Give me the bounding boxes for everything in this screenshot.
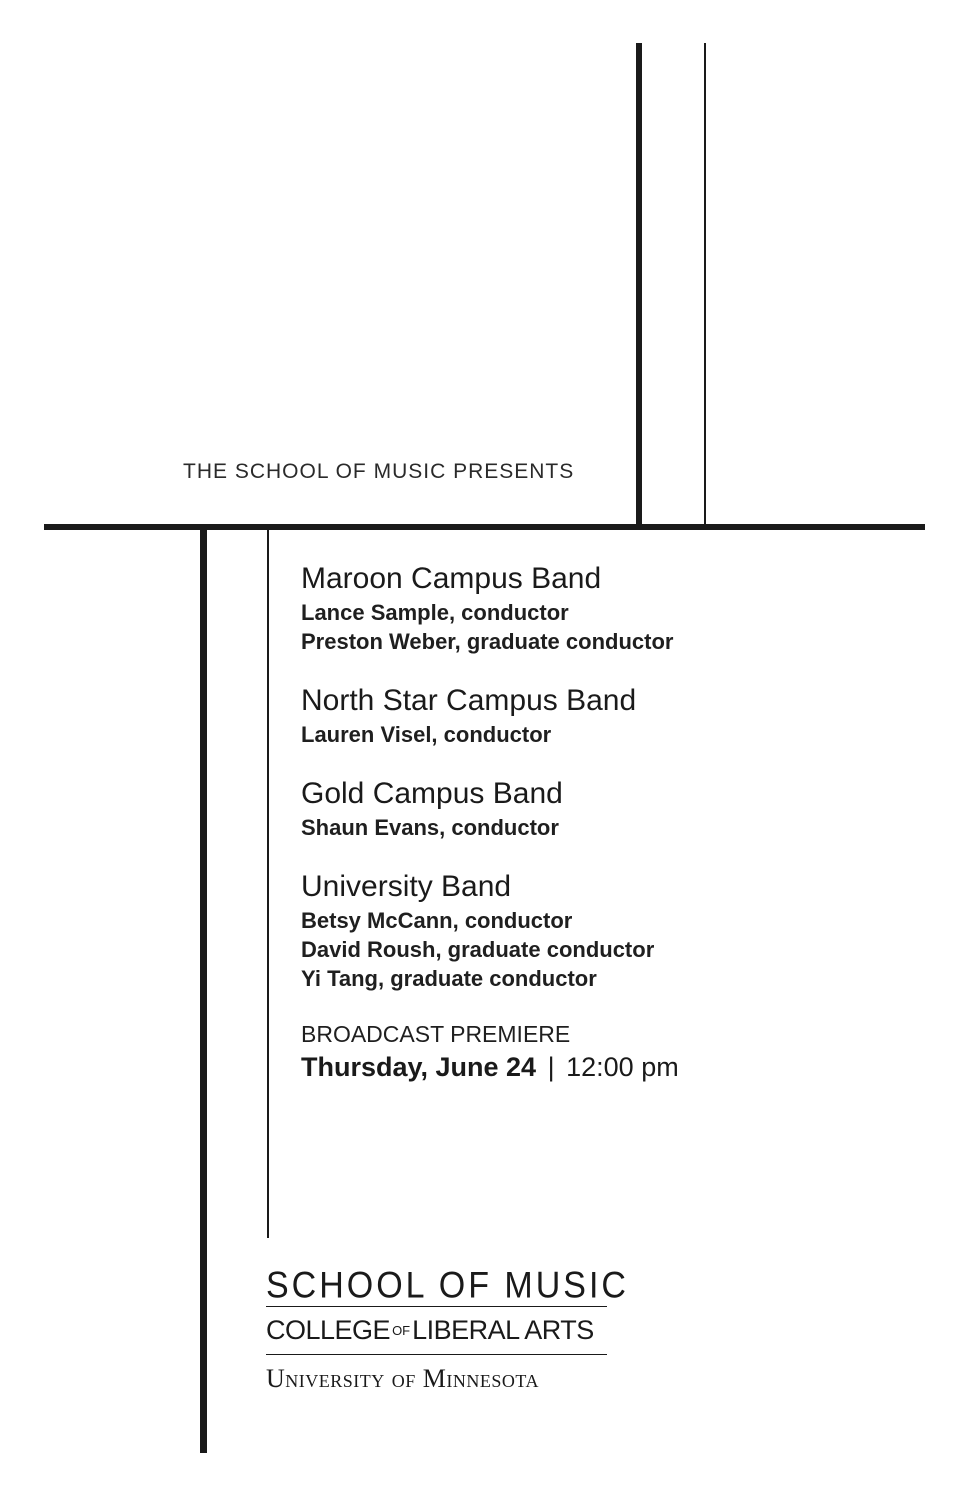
top-vertical-thick-rule xyxy=(636,43,642,526)
program-list xyxy=(301,560,921,1085)
school-logo xyxy=(266,1262,629,1403)
ensemble-university xyxy=(301,868,921,993)
ensemble-name: University Band xyxy=(301,870,512,903)
broadcast-label: BROADCAST PREMIERE xyxy=(301,1021,571,1047)
horizontal-rule xyxy=(44,524,925,530)
logo-college-of: OF xyxy=(392,1323,411,1338)
left-vertical-thick-rule xyxy=(200,530,207,1453)
broadcast-line xyxy=(301,1049,921,1085)
logo-liberal-arts-text: LIBERAL ARTS xyxy=(412,1315,594,1345)
ensemble-north-star xyxy=(301,682,921,749)
broadcast-date: Thursday, June 24 xyxy=(301,1052,537,1082)
ensemble-name: Maroon Campus Band xyxy=(301,562,602,595)
logo-college-line xyxy=(266,1307,608,1354)
ensemble-name: North Star Campus Band xyxy=(301,684,637,717)
conductor-name: David Roush, graduate conductor xyxy=(301,937,655,962)
broadcast-time: 12:00 pm xyxy=(566,1052,679,1082)
ensemble-maroon xyxy=(301,560,921,656)
logo-school-of-music: SCHOOL OF MUSIC xyxy=(266,1265,629,1307)
conductor-name: Lance Sample, conductor xyxy=(301,600,569,625)
logo-college-text: COLLEGE xyxy=(266,1315,391,1345)
conductor-name: Lauren Visel, conductor xyxy=(301,722,552,747)
conductor-name: Preston Weber, graduate conductor xyxy=(301,629,674,654)
ensemble-gold xyxy=(301,775,921,842)
top-vertical-thin-rule xyxy=(704,43,706,526)
presents-heading: THE SCHOOL OF MUSIC PRESENTS xyxy=(183,460,575,483)
broadcast-separator: | xyxy=(547,1052,555,1082)
ensemble-name: Gold Campus Band xyxy=(301,777,563,810)
broadcast-info xyxy=(301,1019,921,1085)
left-vertical-thin-rule xyxy=(267,530,269,1238)
logo-university: University of Minnesota xyxy=(266,1364,539,1393)
conductor-name: Yi Tang, graduate conductor xyxy=(301,966,597,991)
conductor-name: Shaun Evans, conductor xyxy=(301,815,559,840)
conductor-name: Betsy McCann, conductor xyxy=(301,908,573,933)
